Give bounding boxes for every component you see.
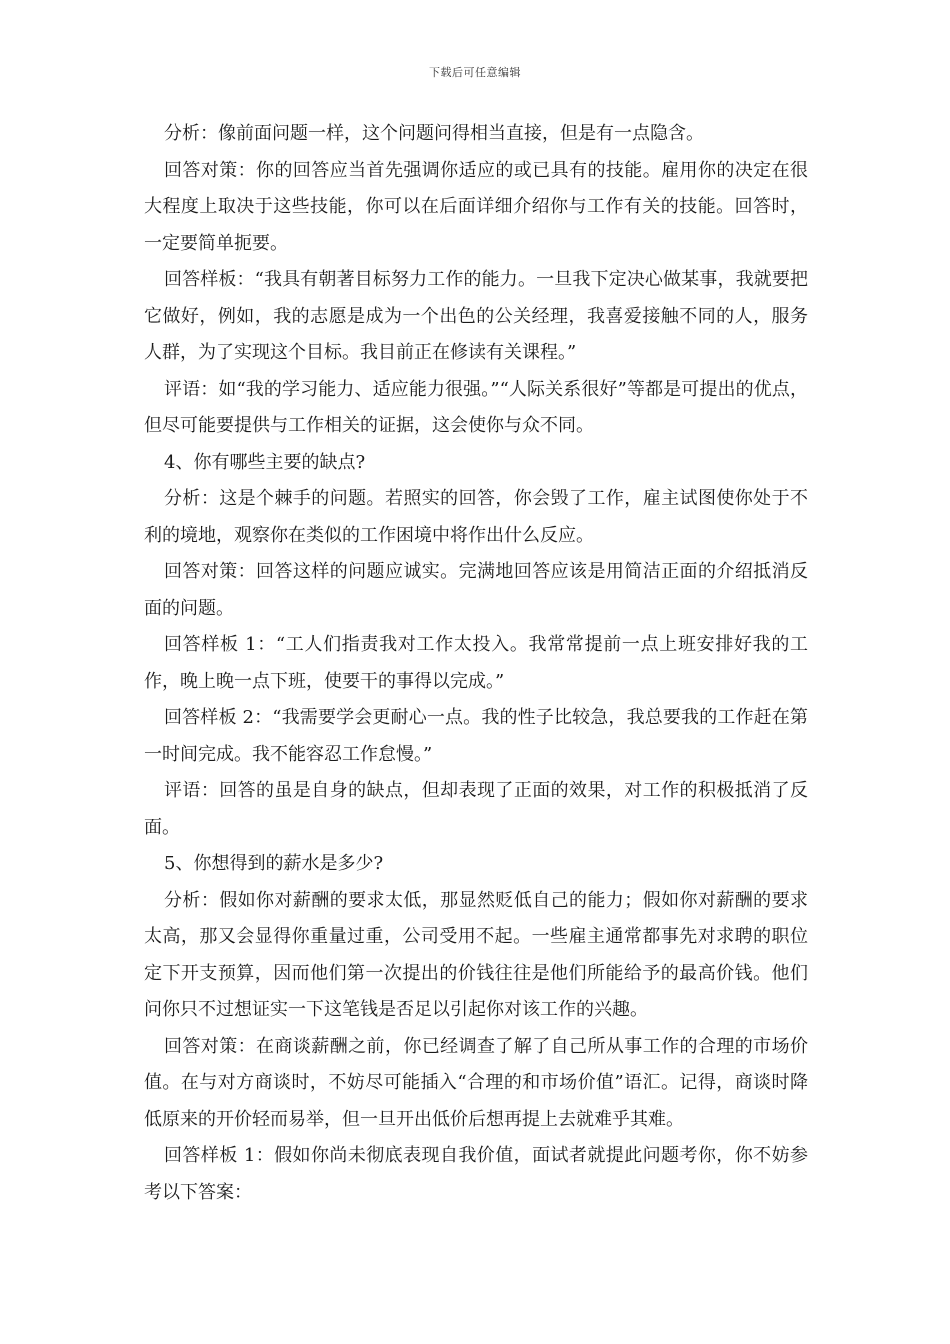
- paragraph-analysis-5: 分析：假如你对薪酬的要求太低，那显然贬低自己的能力；假如你对薪酬的要求太高，那又会显得你重量过重，公司受用不起。一些雇主通常都事先对求聘的职位定下开支预算，因而他们第一次提出的价钱往往是他们所能给予的最高价钱。他们问你只不过想证实一下这笔钱是否足以引起你对该工作的兴趣。: [144, 889, 808, 1020]
- question-5-heading: 5、你想得到的薪水是多少?: [164, 853, 384, 874]
- paragraph-analysis-3: 分析：像前面问题一样，这个问题问得相当直接，但是有一点隐含。: [164, 123, 704, 144]
- paragraph-sample-4-2: 回答样板 2：“我需要学会更耐心一点。我的性子比较急，我总要我的工作赶在第一时间完成。我不能容忍工作怠慢。”: [144, 707, 808, 765]
- paragraph-comment-4: 评语：回答的虽是自身的缺点，但却表现了正面的效果，对工作的积极抵消了反面。: [144, 780, 808, 838]
- paragraph-sample-3: 回答样板：“我具有朝著目标努力工作的能力。一旦我下定决心做某事，我就要把它做好，例如，我的志愿是成为一个出色的公关经理，我喜爱接触不同的人，服务人群，为了实现这个目标。我目前正在修读有关课程。”: [144, 269, 808, 363]
- paragraph-strategy-5: 回答对策：在商谈薪酬之前，你已经调查了解了自己所从事工作的合理的市场价值。在与对方商谈时，不妨尽可能插入“合理的和市场价值”语汇。记得，商谈时降低原来的开价轻而易举，但一旦开出低价后想再提上去就难乎其难。: [144, 1035, 808, 1130]
- paragraph-sample-5-1: 回答样板 1：假如你尚未彻底表现自我价值，面试者就提此问题考你，你不妨参考以下答案：: [144, 1145, 808, 1203]
- paragraph-sample-4-1: 回答样板 1：“工人们指责我对工作太投入。我常常提前一点上班安排好我的工作，晚上晚一点下班，使要干的事得以完成。”: [144, 634, 808, 692]
- page-header: 下载后可任意编辑: [429, 66, 521, 79]
- document-body: [144, 116, 808, 1211]
- paragraph-strategy-3: 回答对策：你的回答应当首先强调你适应的或已具有的技能。雇用你的决定在很大程度上取决于这些技能，你可以在后面详细介绍你与工作有关的技能。回答时，一定要简单扼要。: [144, 159, 808, 254]
- paragraph-comment-3: 评语：如“我的学习能力、适应能力很强。”“人际关系很好”等都是可提出的优点，但尽可能要提供与工作相关的证据，这会使你与众不同。: [144, 378, 808, 436]
- paragraph-analysis-4: 分析：这是个棘手的问题。若照实的回答，你会毁了工作，雇主试图使你处于不利的境地，观察你在类似的工作困境中将作出什么反应。: [144, 488, 808, 546]
- paragraph-strategy-4: 回答对策：回答这样的问题应诚实。完满地回答应该是用简洁正面的介绍抵消反面的问题。: [144, 561, 808, 619]
- question-4-heading: 4、你有哪些主要的缺点?: [164, 451, 366, 473]
